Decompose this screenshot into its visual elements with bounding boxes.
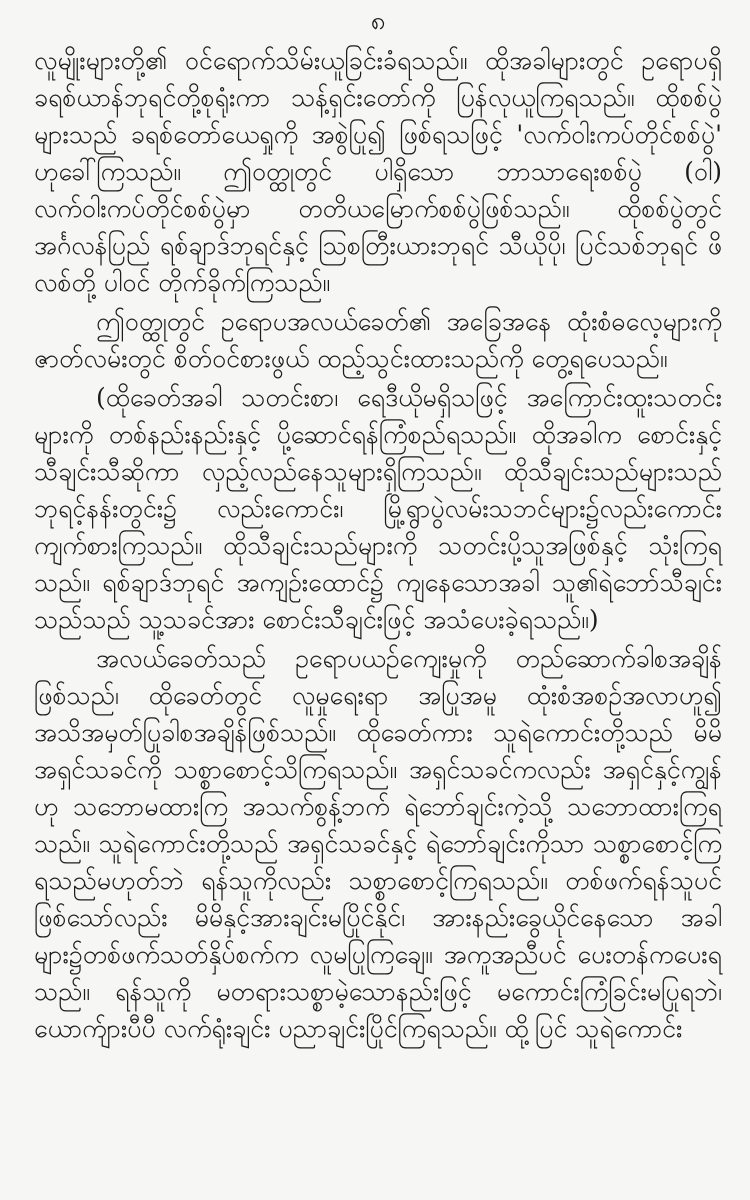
page-body — [34, 42, 722, 1047]
paragraph-4: အလယ်ခေတ်သည် ဥရောပယဉ်ကျေးမှုကို တည်ဆောက်ခါစအချိန်ဖြစ်သည်၊ ထိုခေတ်တွင် လူမှုရေးရာ အပြုအမူ ထုံးစံအစဉ်အလာဟူ၍ အသိအမှတ်ပြုခါစအချိန်ဖြစ်သည်။ ထိုခေတ်ကား သူရဲကောင်းတို့သည် မိမိအရှင်သခင်ကို သစ္စာစောင့်သိကြရသည်။ အရှင်သခင်ကလည်း အရှင်နှင့်ကျွန်ဟု သဘောမထားကြ အသက်စွန့်ဘက် ရဲဘော်ချင်းကဲ့သို့ သဘောထားကြရသည်။ သူရဲကောင်းတို့သည် အရှင်သခင်နှင့် ရဲဘော်ချင်းကိုသာ သစ္စာစောင့်ကြရသည်မဟုတ်ဘဲ ရန်သူကိုလည်း သစ္စာစောင့်ကြရသည်။ တစ်ဖက်ရန်သူပင်ဖြစ်သော်လည်း မိမိနှင့်အားချင်းမပြိုင်နိုင်၊ အားနည်းခွေယိုင်နေသော အခါများ၌တစ်ဖက်သတ်နှိပ်စက်က လူမပြုကြချေ။ အကူအညီပင် ပေးတန်ကပေးရသည်။ ရန်သူကို မတရားသစ္စာမဲ့သောနည်းဖြင့် မကောင်းကြံခြင်းမပြုရဘဲ၊ ယောက်ျားပီပီ လက်ရုံးချင်း ပညာချင်းပြိုင်ကြရသည်။ ထို့ပြင် သူရဲကောင်း — [34, 644, 722, 1043]
paragraph-2: ဤဝတ္ထုတွင် ဥရောပအလယ်ခေတ်၏ အခြေအနေ ထုံးစံဓလေ့များကို ဇာတ်လမ်းတွင် စိတ်ဝင်စားဖွယ် ထည့်သွင်းထားသည်ကို တွေ့ရပေသည်။ — [34, 307, 722, 373]
paragraph-3-note: (ထိုခေတ်အခါ သတင်းစာ၊ ရေဒီယိုမရှိသဖြင့် အကြောင်းထူးသတင်းများကို တစ်နည်းနည်းနှင့် ပို့ဆောင်ရန်ကြံစည်ရသည်။ ထိုအခါက စောင်းနှင့် သီချင်းသီဆိုကာ လှည့်လည်နေသူများရှိကြသည်။ ထိုသီချင်းသည်များသည် ဘုရင့်နန်းတွင်း၌ လည်းကောင်း၊ မြို့ရွာပွဲလမ်းသဘင်များ၌လည်းကောင်း ကျက်စားကြသည်။ ထိုသီချင်းသည်များကို သတင်းပို့သူအဖြစ်နှင့် သုံးကြရသည်။ ရစ်ချာဒ်ဘုရင် အကျဉ်းထောင်၌ ကျနေသောအခါ သူ၏ရဲဘော်သီချင်းသည်သည် သူ့သခင်အား စောင်းသီချင်းဖြင့် အသံပေးခဲ့ရသည်။) — [34, 383, 722, 634]
page-number: ၈ — [370, 6, 386, 36]
paragraph-1: လူမျိုးများတို့၏ ဝင်ရောက်သိမ်းယူခြင်းခံရသည်။ ထိုအခါများတွင် ဥရောပရှိ ခရစ်ယာန်ဘုရင်တို့စုရုံးကာ သန့်ရှင်းတော်ကို ပြန်လုယူကြရသည်။ ထိုစစ်ပွဲများသည် ခရစ်တော်ယေရှုကို အစွဲပြု၍ ဖြစ်ရသဖြင့် 'လက်ဝါးကပ်တိုင်စစ်ပွဲ' ဟုခေါ်ကြသည်။ ဤဝတ္ထုတွင် ပါရှိသော ဘာသာရေးစစ်ပွဲ (ဝါ) လက်ဝါးကပ်တိုင်စစ်ပွဲမှာ တတိယမြောက်စစ်ပွဲဖြစ်သည်။ ထိုစစ်ပွဲတွင် အင်္ဂလန်ပြည် ရစ်ချာဒ်ဘုရင်နှင့် သြစတြီးယားဘုရင် သီယိုပို၊ ပြင်သစ်ဘုရင် ဖိလစ်တို့ ပါဝင် တိုက်ခိုက်ကြသည်။ — [34, 46, 722, 297]
